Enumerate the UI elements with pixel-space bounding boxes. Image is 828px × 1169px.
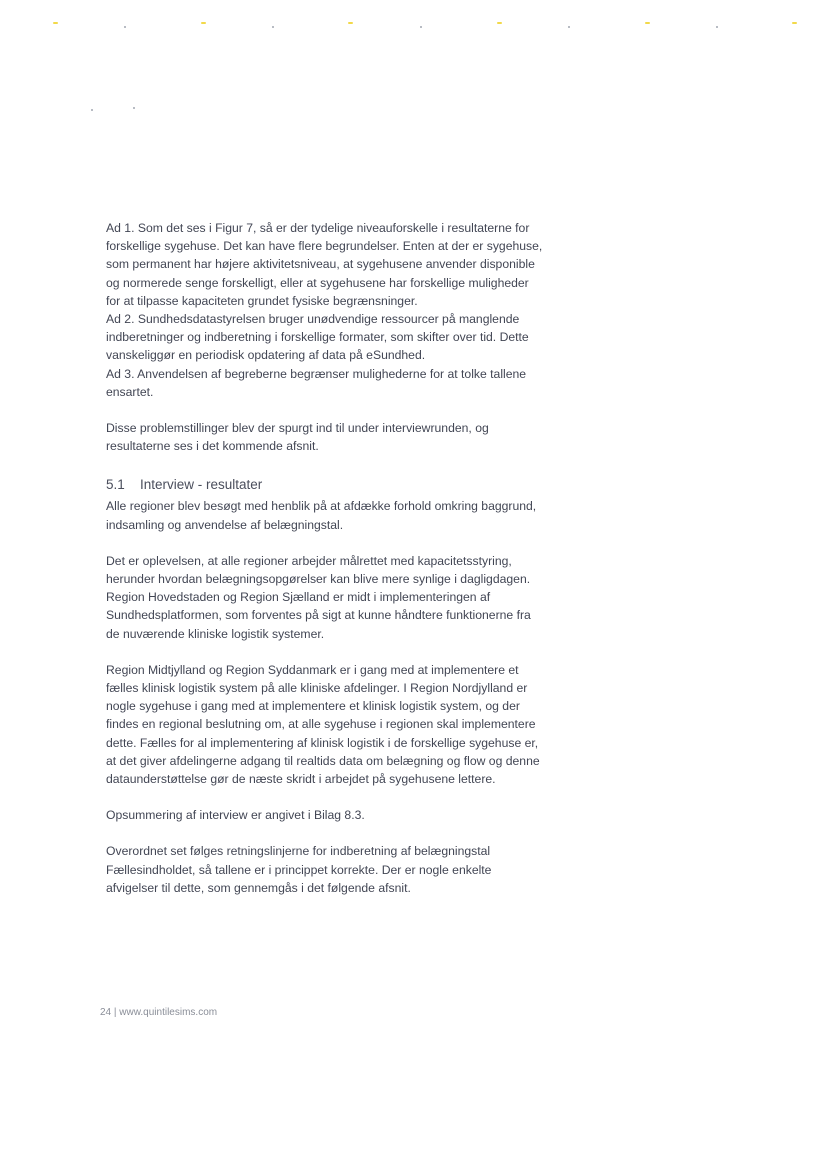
- body-paragraph-1: Alle regioner blev besøgt med henblik på at afdække forhold omkring baggrund, indsamling og anvendelse af belægningstal.: [106, 499, 537, 532]
- scan-speck: [91, 109, 93, 111]
- scan-speck: [420, 26, 422, 28]
- section-heading: [106, 475, 546, 495]
- body-paragraph-5: Overordnet set følges retningslinjerne for indberetning af belægningstal Fællesindholdet, så tallene er i princippet korrekte. Der er nogle enkelte afvigelser til dette, som gennemgås i det følgende afsnit.: [106, 844, 492, 895]
- body-paragraph-2: Det er oplevelsen, at alle regioner arbejder målrettet med kapacitetsstyring, herunder hvordan belægningsopgørelser kan blive mere synlige i dagligdagen. Region Hovedstaden og Region Sjælland er midt i implementeringen af Sundhedsplatformen, som forventes på sigt at kunne håndtere funktionerne fra de nuværende kliniske logistik systemer.: [106, 553, 531, 641]
- scan-dot: [645, 22, 650, 24]
- document-body: [106, 219, 546, 897]
- intro-paragraph-3: Ad 3. Anvendelsen af begreberne begrænser mulighederne for at tolke tallene ensartet.: [106, 366, 527, 399]
- scan-artifacts: [0, 0, 828, 120]
- section-title: Interview - resultater: [140, 477, 263, 493]
- scan-speck: [272, 26, 274, 28]
- page-footer: 24 | www.quintilesims.com: [100, 1007, 218, 1018]
- body-paragraph-4: Opsummering af interview er angivet i Bilag 8.3.: [106, 808, 365, 823]
- section-number: 5.1: [106, 477, 125, 493]
- scan-dot: [53, 22, 58, 24]
- body-paragraph-3: Region Midtjylland og Region Syddanmark er i gang med at implementere et fælles klinisk logistik system på alle kliniske afdelinger. I Region Nordjylland er nogle sygehuse i gang med at implementere et klinisk logistik system, og der findes en regional beslutning om, at alle sygehuse i regionen skal implementere dette. Fælles for al implementering af klinisk logistik i de forskellige sygehuse er, at det giver afdelingerne adgang til realtids data om belægning og flow og denne dataunderstøttelse gør de næste skridt i arbejdet på sygehusene lettere.: [106, 662, 540, 787]
- scan-speck: [124, 26, 126, 28]
- scan-speck: [568, 26, 570, 28]
- scan-dot: [497, 22, 502, 24]
- intro-paragraph-2: Ad 2. Sundhedsdatastyrelsen bruger unødvendige ressourcer på manglende indberetninger og indberetning i forskellige formater, som skifter over tid. Dette vanskeliggør en periodisk opdatering af data på eSundhed.: [106, 312, 529, 363]
- scan-speck: [133, 107, 135, 109]
- scan-speck: [716, 26, 718, 28]
- scan-dot: [792, 22, 797, 24]
- lead-out-paragraph: Disse problemstillinger blev der spurgt ind til under interviewrunden, og resultaterne ses i det kommende afsnit.: [106, 421, 489, 454]
- scan-dot: [201, 22, 206, 24]
- intro-paragraph-1: Ad 1. Som det ses i Figur 7, så er der tydelige niveauforskelle i resultaterne for forskellige sygehuse. Det kan have flere begrundelser. Enten at der er sygehuse, som permanent har højere aktivitetsniveau, at sygehusene anvender disponible og normerede senge forskelligt, eller at sygehusene har forskellige muligheder for at tilpasse kapaciteten grundet fysiske begrænsninger.: [106, 221, 543, 308]
- scan-dot: [348, 22, 353, 24]
